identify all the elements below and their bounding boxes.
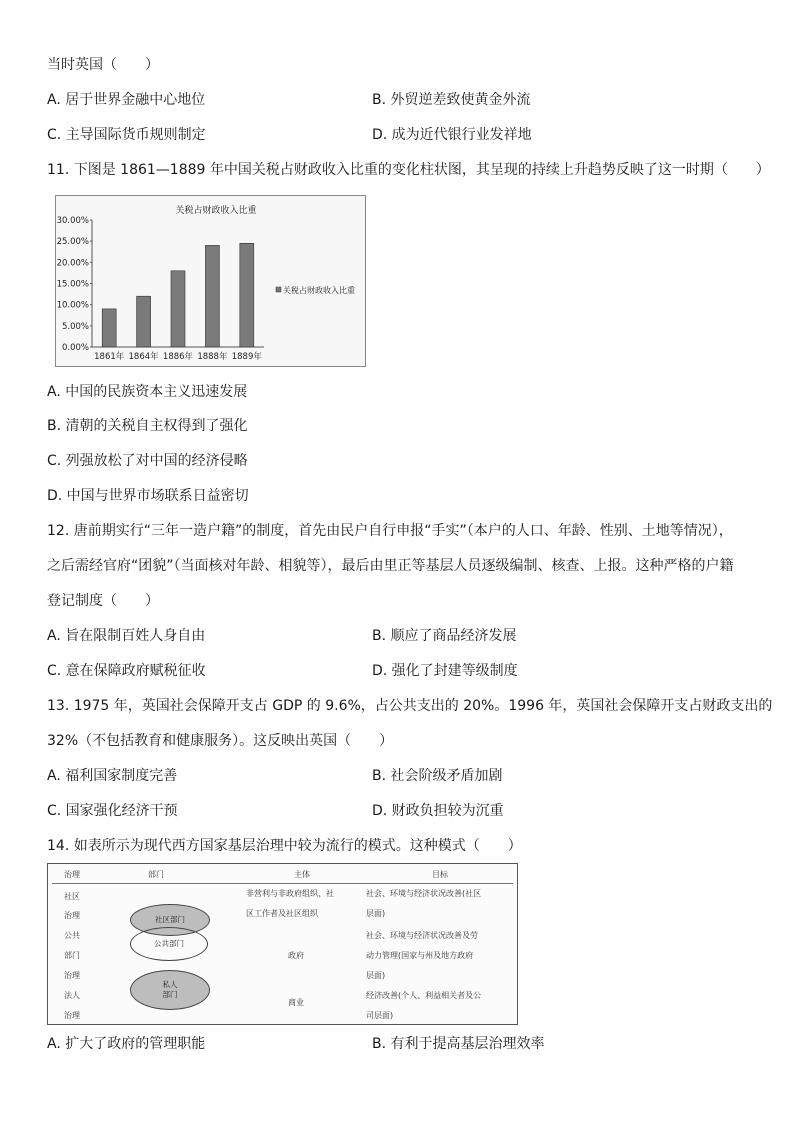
q12-option-c[interactable]: C. 意在保障政府赋税征收 [47, 663, 206, 679]
q10-option-a[interactable]: A. 居于世界金融中心地位 [47, 92, 206, 108]
chart-x-tick-label: 1861年 [94, 352, 125, 362]
chart-x-tick-label: 1886年 [162, 352, 194, 362]
q13-stem-line2: 32%（不包括教育和健康服务）。这反映出英国（ ） [47, 733, 394, 749]
private-sector-label-1: 私人 [162, 980, 178, 989]
table-header-rule [52, 883, 513, 884]
subject-public: 政府 [288, 951, 304, 960]
chart-legend-swatch [276, 287, 281, 292]
q14-option-b[interactable]: B. 有利于提高基层治理效率 [372, 1036, 545, 1052]
chart-x-tick-label: 1888年 [197, 352, 228, 362]
row-label-public-2: 部门 [64, 951, 80, 960]
chart-bar [205, 245, 219, 347]
table-header-goal: 目标 [432, 870, 448, 879]
chart-bar [137, 296, 151, 347]
chart-legend-label: 关税占财政收入比重 [283, 286, 355, 295]
community-sector-label: 社区部门 [155, 915, 185, 924]
chart-bar [171, 271, 185, 347]
q11-option-c[interactable]: C. 列强放松了对中国的经济侵略 [47, 453, 248, 469]
table-header-sector: 部门 [148, 870, 164, 879]
q11-option-d[interactable]: D. 中国与世界市场联系日益密切 [47, 488, 249, 504]
q13-option-b[interactable]: B. 社会阶级矛盾加剧 [372, 768, 503, 784]
row-label-public-1: 公共 [64, 931, 80, 940]
q13-option-a[interactable]: A. 福利国家制度完善 [47, 768, 178, 784]
chart-y-tick-label: 20.00% [56, 258, 89, 269]
chart-x-tick-label: 1889年 [231, 352, 262, 362]
tariff-bar-chart-svg [56, 196, 365, 366]
chart-x-tick-label: 1864年 [128, 352, 159, 362]
goal-community-1: 社会、环境与经济状况改善(社区 [366, 889, 482, 898]
goal-corporate-1: 经济改善(个人、利益相关者及公 [366, 991, 482, 1000]
goal-community-2: 层面) [366, 909, 386, 918]
chart-y-tick-label: 25.00% [56, 237, 89, 248]
q10-option-d[interactable]: D. 成为近代银行业发祥地 [372, 127, 532, 143]
q12-stem-line1: 12. 唐前期实行“三年一造户籍”的制度，首先由民户自行申报“手实”（本户的人口、年龄、性别、土地等情况）， [47, 523, 733, 539]
q13-option-c[interactable]: C. 国家强化经济干预 [47, 803, 178, 819]
q12-option-d[interactable]: D. 强化了封建等级制度 [372, 663, 518, 679]
q11-option-b[interactable]: B. 清朝的关税自主权得到了强化 [47, 418, 248, 434]
row-label-community-2: 治理 [64, 911, 80, 920]
row-label-corporate-2: 治理 [64, 1011, 80, 1020]
q10-option-c[interactable]: C. 主导国际货币规则制定 [47, 127, 206, 143]
chart-bar [240, 243, 254, 347]
subject-community-1: 非营利与非政府组织、社 [246, 889, 334, 898]
chart-y-tick-label: 5.00% [61, 321, 89, 332]
private-sector-label-2: 部门 [162, 990, 178, 999]
row-label-public-3: 治理 [64, 971, 80, 980]
q14-option-a[interactable]: A. 扩大了政府的管理职能 [47, 1036, 206, 1052]
goal-public-3: 层面) [366, 971, 386, 980]
q13-stem-line1: 13. 1975 年，英国社会保障开支占 GDP 的 9.6%，占公共支出的 20%。1996 年，英国社会保障开支占财政支出的 [47, 698, 773, 714]
q12-option-a[interactable]: A. 旨在限制百姓人身自由 [47, 628, 206, 644]
chart-bar [102, 309, 116, 347]
goal-public-1: 社会、环境与经济状况改善及劳 [366, 931, 478, 940]
chart-y-tick-label: 30.00% [56, 216, 89, 226]
q13-option-d[interactable]: D. 财政负担较为沉重 [372, 803, 504, 819]
q10-option-b[interactable]: B. 外贸逆差致使黄金外流 [372, 92, 531, 108]
chart-y-tick-label: 15.00% [56, 279, 89, 290]
chart-title: 关税占财政收入比重 [175, 206, 257, 216]
q11-stem: 11. 下图是 1861—1889 年中国关税占财政收入比重的变化柱状图，其呈现的持续上升趋势反映了这一时期（ ） [47, 162, 770, 178]
public-sector-label: 公共部门 [154, 939, 184, 948]
goal-corporate-2: 司层面) [366, 1011, 394, 1020]
chart-y-tick-label: 10.00% [56, 300, 89, 311]
q12-stem-line3: 登记制度（ ） [47, 593, 159, 609]
row-label-corporate-1: 法人 [64, 991, 80, 1000]
q10-stem-end: 当时英国（ ） [47, 57, 159, 73]
subject-community-2: 区工作者及社区组织 [246, 909, 318, 918]
chart-y-tick-label: 0.00% [61, 343, 89, 353]
q12-option-b[interactable]: B. 顺应了商品经济发展 [372, 628, 517, 644]
q12-stem-line2: 之后需经官府“团貌”（当面核对年龄、相貌等），最后由里正等基层人员逐级编制、核查、上报。这种严格的户籍 [47, 558, 734, 574]
row-label-community-1: 社区 [64, 892, 80, 901]
table-header-governance: 治理 [64, 870, 80, 879]
public-sector-oval [130, 927, 208, 961]
private-sector-oval [130, 970, 210, 1010]
subject-corporate: 商业 [288, 998, 304, 1007]
q11-option-a[interactable]: A. 中国的民族资本主义迅速发展 [47, 384, 248, 400]
tariff-bar-chart [55, 195, 366, 367]
q14-stem: 14. 如表所示为现代西方国家基层治理中较为流行的模式。这种模式（ ） [47, 838, 522, 854]
governance-table [47, 863, 518, 1025]
table-header-subject: 主体 [294, 870, 310, 879]
goal-public-2: 动力管理(国家与州及地方政府 [366, 951, 474, 960]
